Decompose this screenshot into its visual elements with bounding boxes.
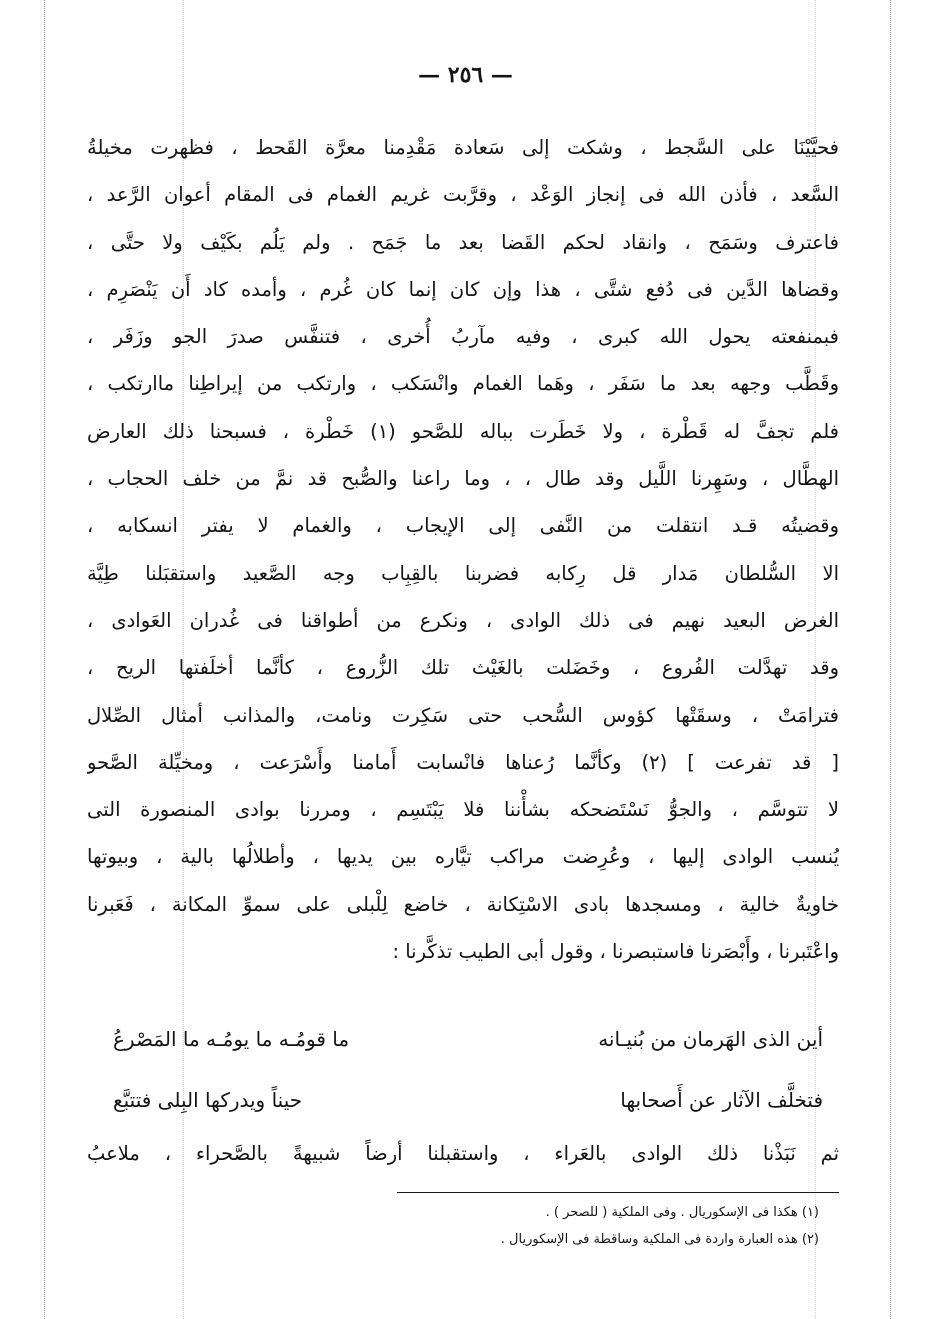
text-line: الغرض البعيد نهيم فى ذلك الوادى ، ونكرع من أطواقنا فى غُدران العَوادى ،	[87, 608, 839, 632]
text-line: الا السُّلطان مَدار قل رِكابه فضربنا بالقِبِاب وجه الصَّعيد واستقبَلنا طِيَّة	[87, 561, 839, 585]
text-line: الهطَّال ، وسَهِرنا اللَّيل وقد طال ، ، وما راعنا والصُّبح قد نمَّ من خلف الحجاب ،	[87, 467, 839, 491]
text-line: وقَطَّب وجهه بعد ما سَفَر ، وهَما الغمام وانْسَكب ، وارتكب من إيراطِنا ماارتكب ،	[87, 372, 839, 396]
verse-second-hemistich: حيناً ويدركها البِلى فتتبَّع	[113, 1088, 303, 1112]
poetry-verse	[113, 1080, 823, 1120]
footnote-separator	[397, 1192, 839, 1193]
page-number: — ٢٥٦ —	[418, 62, 513, 88]
text-line: خاويةٌ خالية ، ومسجدها بادى الاسْتِكانة ، خاضع لِلْبلى على سموِّ المكانة ، فَعَبرنا	[87, 892, 839, 916]
text-line: وقضاها الدَّين فى دُفع شتَّى ، هذا وإن كان إنما كان غُرم ، وأمده كاد أَن يَنْصَرِم ،	[87, 277, 839, 301]
scan-edge-right	[890, 0, 891, 1319]
text-line: وقد تهدَّلت الفُروع ، وخَضَلت بالغَيْث تلك الزُّروع ، كأنَّما أخلَفتها الريح ،	[87, 656, 839, 680]
text-line: فبمنفعته يحول الله كبرى ، وفيه مآربُ أُخرى ، فتنفَّس صدرَ الجو وزَفَر ،	[87, 325, 839, 349]
verse-first-hemistich: أين الذى الهَرمان من بُنيـانه	[598, 1027, 823, 1051]
text-line: فلم تجفَّ له قَطْرة ، ولا خَطَرت بباله للصَّحو (١) خَطْرة ، فسبحنا ذلك العارض	[87, 419, 839, 443]
text-line: فحيَّيْنَا على السَّجط ، وشكت إلى سَعادة مَقْدِمنا معرَّة القَحط ، فظهرت مخيلةُ	[87, 136, 839, 159]
footnote: (٢) هذه العبارة واردة فى الملكية وساقطة فى الإسكوريال .	[500, 1232, 819, 1247]
text-line: لا تتوسَّم ، والجوُّ نَسْتَضحكه بشأْننا فلا يَبْتَسِم ، ومررنا بوادى المنصورة التى	[87, 798, 839, 822]
verse-second-hemistich: ما قومُـه ما يومُـه ما المَصْرعُ	[113, 1027, 350, 1051]
text-line: [ قد تفرعت ] (٢) وكأنَّما رُعناها فانْسابت أَمامنا وأَسْرَعت ، ومخيِّلة الصَّحو	[87, 750, 839, 774]
text-line: واعْتَبرنا ، وأَبْصَرنا فاستبصرنا ، وقول أبى الطيب تذكَّرنا :	[392, 940, 839, 964]
footnote: (١) هكذا فى الإسكوريال . وفى الملكية ( للصحر ) .	[545, 1205, 819, 1220]
verse-first-hemistich: فتخلَّف الآثار عن أَصحابها	[620, 1088, 823, 1112]
text-line: يُنسب الوادى إليها ، وعُرِضت مراكب تيَّاره بين يديها ، وأطلالُها بالية ، وبيوتها	[87, 845, 839, 869]
text-line-closing: ثم نَبَذْنا ذلك الوادى بالعَراء ، واستقبلنا أرضاً شبيهةً بالصَّحراء ، ملاعبُ	[87, 1142, 839, 1165]
text-line: وقضيتُه قـد انتقلت من النَّفى إلى الإيجاب ، والغمام لا يفتر انسكابه ،	[87, 514, 839, 538]
footnotes	[259, 1199, 819, 1253]
body-text	[87, 124, 839, 975]
poetry-verse	[113, 1019, 823, 1059]
scan-edge-left	[44, 0, 45, 1319]
text-line: فاعترف وسَمَح ، وانقاد لحكم القَضا بعد ما جَمَح . ولم يَلُم بكَيْف ولا حتَّى ،	[87, 230, 839, 254]
text-line: فترامَتْ ، وسقَتْها كؤوس السُّحب حتى سَكِرت ونامت، والمذانب أمثال الصِّلال	[87, 703, 839, 727]
text-line: السَّعد ، فأذن الله فى إنجاز الوَعْد ، وقرَّبت غريم الغمام فى المقام أعوان الرَّعد ،	[87, 183, 839, 207]
